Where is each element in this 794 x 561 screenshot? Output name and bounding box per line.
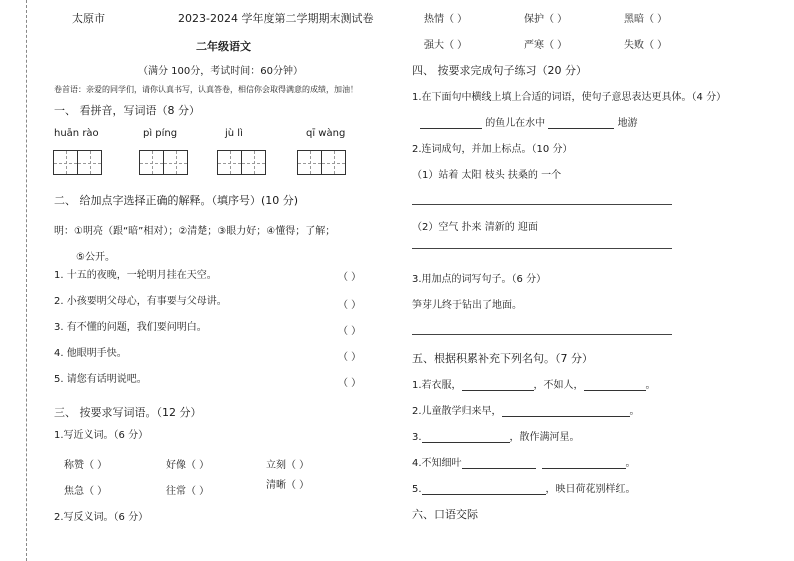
section5-title: 五、根据积累补充下列名句。（7 分） — [412, 352, 593, 365]
writing-grid-2[interactable] — [140, 150, 188, 175]
section2-title: 二、 给加点字选择正确的解释。（填序号）(10 分) — [54, 194, 299, 207]
synonym-item[interactable]: 往常（ ） — [166, 486, 210, 497]
antonyms-subtitle: 2.写反义词。（6 分） — [54, 512, 149, 523]
synonym-item[interactable]: 好像（ ） — [166, 460, 210, 471]
writing-grid-4[interactable] — [298, 150, 346, 175]
question-item: 2. 小孩要明父母心，有事要与父母讲。 — [54, 296, 227, 307]
answer-paren[interactable]: （ ） — [338, 326, 362, 337]
answer-paren[interactable]: （ ） — [338, 272, 362, 283]
blank[interactable] — [422, 442, 510, 443]
quote-line-5: 5. ，映日荷花别样红。 — [412, 484, 636, 495]
question-item: 4. 他眼明手快。 — [54, 348, 127, 359]
section3-title: 三、 按要求写词语。（12 分） — [54, 406, 202, 419]
quote-line-2: 2.儿童散学归来早， 。 — [412, 406, 640, 417]
q1-end-text: 地游 — [617, 118, 638, 129]
exam-title: 2023-2024 学年度第二学期期末测试卷 — [178, 12, 374, 25]
answer-paren[interactable]: （ ） — [338, 352, 362, 363]
synonyms-subtitle: 1.写近义词。（6 分） — [54, 430, 149, 441]
subject-title: 二年级语文 — [196, 40, 251, 53]
pinyin-4: qī wàng — [306, 128, 346, 139]
pinyin-1: huān rào — [54, 128, 99, 139]
section4-title: 四、 按要求完成句子练习（20 分） — [412, 64, 587, 77]
quote-line-4: 4.不知细叶 。 — [412, 458, 636, 469]
exam-meta: （满分 100分，考试时间：60分钟） — [138, 66, 303, 77]
section6-title: 六、口语交际 — [412, 508, 478, 521]
antonym-item[interactable]: 失败（ ） — [624, 40, 668, 51]
antonym-item[interactable]: 黑暗（ ） — [624, 14, 668, 25]
definitions-line-2: ⑤公开。 — [76, 252, 115, 263]
blank-1[interactable] — [420, 128, 482, 129]
blank-2[interactable] — [548, 128, 614, 129]
answer-paren[interactable]: （ ） — [338, 378, 362, 389]
city-label: 太原市 — [72, 12, 105, 25]
antonym-item[interactable]: 热情（ ） — [424, 14, 468, 25]
answer-line[interactable] — [412, 334, 672, 335]
q2-words-b: （2）空气 扑来 清新的 迎面 — [412, 222, 538, 233]
q1-instruction: 1.在下面句中横线上填上合适的词语，使句子意思表达更具体。（4 分） — [412, 92, 727, 103]
antonym-item[interactable]: 严寒（ ） — [524, 40, 568, 51]
question-item: 3. 有不懂的问题，我们要问明白。 — [54, 322, 207, 333]
writing-grid-3[interactable] — [218, 150, 266, 175]
antonym-item[interactable]: 强大（ ） — [424, 40, 468, 51]
quote-line-3: 3. ，散作满河星。 — [412, 432, 580, 443]
pinyin-3: jù lì — [225, 128, 243, 139]
answer-paren[interactable]: （ ） — [338, 300, 362, 311]
q1-sentence — [420, 114, 638, 129]
question-item: 1. 十五的夜晚，一轮明月挂在天空。 — [54, 270, 217, 281]
definitions-line: 明：①明亮（跟“暗”相对）；②清楚；③眼力好；④懂得；了解； — [54, 226, 336, 237]
answer-line[interactable] — [412, 248, 672, 249]
blank[interactable] — [462, 468, 536, 469]
answer-line[interactable] — [412, 204, 672, 205]
q2-words-a: （1）站着 太阳 枝头 扶桑的 一个 — [412, 170, 562, 181]
quote-line-1: 1.若衣服， ，不如人， 。 — [412, 380, 656, 391]
blank[interactable] — [462, 390, 534, 391]
blank[interactable] — [584, 390, 646, 391]
binding-margin-line — [26, 0, 27, 561]
question-item: 5. 请您有话明说吧。 — [54, 374, 147, 385]
pinyin-2: pì píng — [143, 128, 178, 139]
antonym-item[interactable]: 保护（ ） — [524, 14, 568, 25]
synonym-item[interactable]: 称赞（ ） — [64, 460, 108, 471]
section1-title: 一、 看拼音，写词语（8 分） — [54, 104, 200, 117]
exam-notice: 卷首语：亲爱的同学们，请你认真书写，认真答卷，相信你会取得满意的成绩，加油！ — [54, 85, 358, 94]
blank[interactable] — [422, 494, 546, 495]
q3-sentence: 笋芽儿终于钻出了地面。 — [412, 300, 522, 311]
q2-instruction: 2.连词成句，并加上标点。（10 分） — [412, 144, 573, 155]
q3-instruction: 3.用加点的词写句子。（6 分） — [412, 274, 547, 285]
synonym-item[interactable]: 焦急（ ） — [64, 486, 108, 497]
blank[interactable] — [502, 416, 630, 417]
q1-middle-text: 的鱼儿在水中 — [485, 118, 546, 129]
synonym-item[interactable]: 立刻（ ） — [266, 460, 310, 471]
blank[interactable] — [542, 468, 626, 469]
synonym-item[interactable]: 清晰（ ） — [266, 480, 310, 491]
writing-grid-1[interactable] — [54, 150, 102, 175]
